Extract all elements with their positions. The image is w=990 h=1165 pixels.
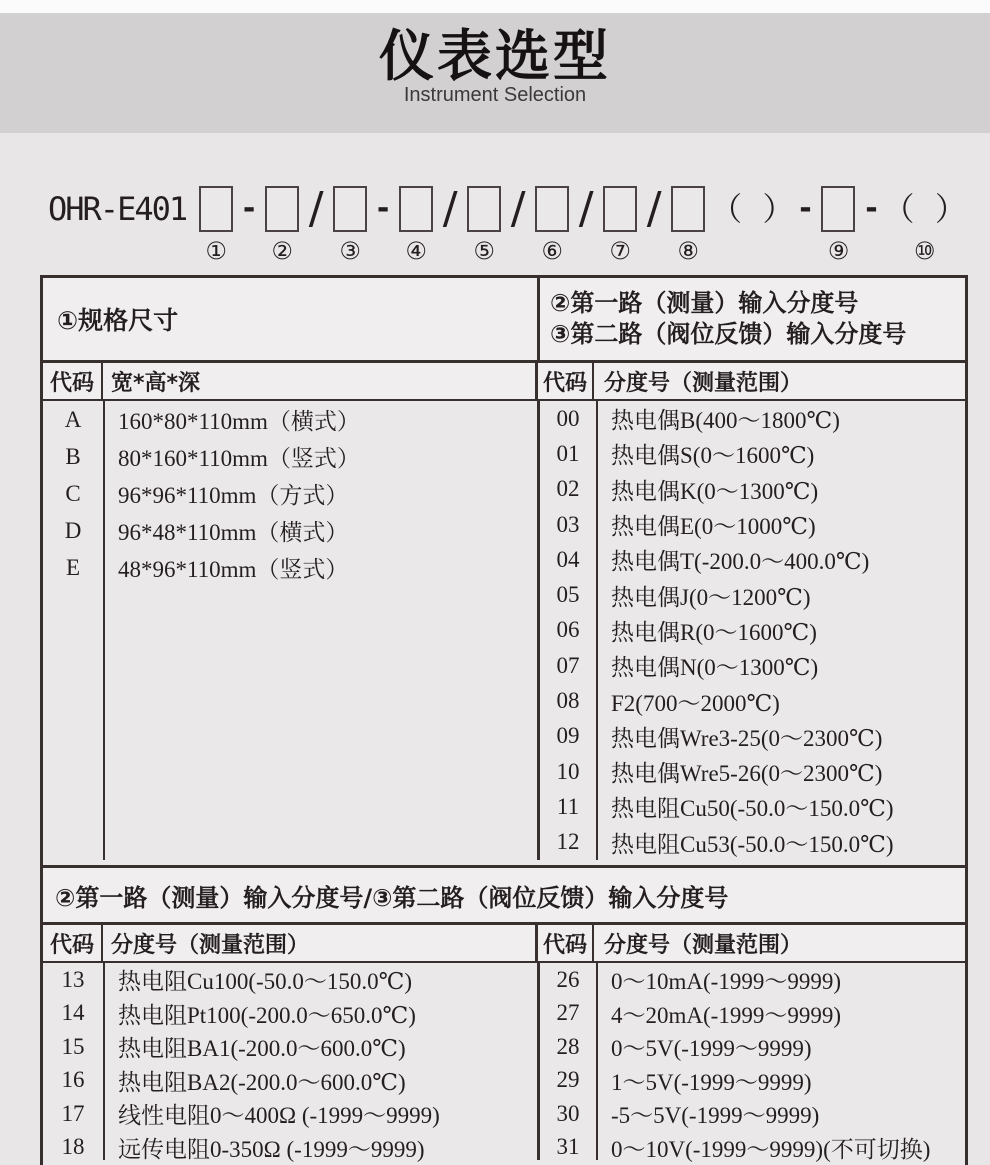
row-value: 热电偶N(0～1300℃) bbox=[611, 655, 819, 681]
table-row bbox=[43, 1131, 537, 1165]
row-code: 15 bbox=[61, 1033, 85, 1059]
model-prefix: OHR-E401 bbox=[48, 190, 187, 228]
table-row bbox=[540, 825, 965, 860]
table1-section-header bbox=[43, 278, 965, 363]
table2-section-header: ②第一路（测量）输入分度号/③第二路（阀位反馈）输入分度号 bbox=[43, 868, 965, 925]
code-separator-dash: - bbox=[242, 191, 256, 226]
code-position bbox=[194, 186, 238, 265]
code-box bbox=[199, 186, 233, 232]
row-code: 06 bbox=[556, 617, 580, 643]
row-code: 02 bbox=[556, 476, 580, 502]
code-position bbox=[666, 186, 710, 265]
column-header-size: 宽*高*深 bbox=[103, 363, 538, 399]
row-code: 05 bbox=[556, 582, 580, 608]
table-row bbox=[43, 475, 537, 512]
column-header-code: 代码 bbox=[538, 363, 594, 399]
row-code: D bbox=[64, 517, 82, 543]
row-value: 1～5V(-1999～9999) bbox=[611, 1069, 812, 1095]
code-position-number: ③ bbox=[339, 237, 361, 265]
row-value: 4～20mA(-1999～9999) bbox=[611, 1002, 841, 1028]
row-code: 28 bbox=[556, 1033, 580, 1059]
table-row bbox=[540, 648, 965, 683]
row-value: 热电偶J(0～1200℃) bbox=[611, 584, 811, 610]
table-row bbox=[540, 997, 965, 1031]
row-code: 04 bbox=[556, 546, 580, 572]
code-separator-dash: - bbox=[376, 191, 390, 226]
table-row bbox=[43, 1097, 537, 1131]
table-row bbox=[43, 997, 537, 1031]
row-code: 31 bbox=[556, 1134, 580, 1160]
row-code: 18 bbox=[61, 1134, 85, 1160]
row-value: 96*96*110mm（方式） bbox=[118, 483, 349, 508]
table-row bbox=[540, 754, 965, 789]
table2-left-rows bbox=[43, 963, 540, 1160]
row-value: 热电阻BA1(-200.0～600.0℃) bbox=[118, 1036, 406, 1062]
row-code: 27 bbox=[556, 1000, 580, 1026]
row-value: -5～5V(-1999～9999) bbox=[611, 1103, 820, 1129]
row-value: 0～10V(-1999～9999)(不可切换) bbox=[611, 1136, 931, 1162]
code-position bbox=[260, 186, 304, 265]
code-position bbox=[462, 186, 506, 265]
row-value: 热电偶K(0～1300℃) bbox=[611, 478, 819, 504]
table1-body bbox=[43, 401, 965, 860]
row-value: 热电偶R(0～1600℃) bbox=[611, 619, 817, 645]
row-value: 0～10mA(-1999～9999) bbox=[611, 969, 841, 995]
table-row bbox=[540, 542, 965, 577]
table-row bbox=[43, 1030, 537, 1064]
size-section-header: ①规格尺寸 bbox=[43, 278, 540, 360]
row-code: 29 bbox=[556, 1067, 580, 1093]
table-row bbox=[43, 438, 537, 475]
row-value: 0～5V(-1999～9999) bbox=[611, 1036, 812, 1062]
table-row bbox=[540, 719, 965, 754]
row-code: 09 bbox=[556, 723, 580, 749]
table-row bbox=[540, 507, 965, 542]
column-header-range: 分度号（测量范围） bbox=[103, 925, 538, 961]
row-code: 13 bbox=[61, 966, 85, 992]
graduation-header-line1: ②第一路（测量）输入分度号 bbox=[550, 289, 859, 317]
row-code: 01 bbox=[556, 440, 580, 466]
table-row bbox=[540, 613, 965, 648]
row-code: 10 bbox=[556, 758, 580, 784]
row-value: 热电偶B(400～1800℃) bbox=[611, 408, 840, 434]
table1-column-header-row bbox=[43, 363, 965, 401]
code-position-number: ⑤ bbox=[473, 237, 495, 265]
model-code-items bbox=[194, 183, 967, 265]
row-code: 00 bbox=[556, 405, 580, 431]
selection-table-2 bbox=[40, 868, 968, 1165]
code-separator-slash: / bbox=[578, 183, 594, 234]
row-code: 08 bbox=[556, 688, 580, 714]
column-divider bbox=[596, 963, 598, 1160]
title-banner bbox=[0, 13, 990, 133]
code-separator-dash: - bbox=[865, 191, 878, 226]
table2-right-rows bbox=[540, 963, 965, 1160]
table-row bbox=[540, 436, 965, 471]
code-box bbox=[399, 186, 433, 232]
code-position-number: ① bbox=[205, 237, 227, 265]
code-position-number: ⑦ bbox=[609, 237, 631, 265]
page-subtitle: Instrument Selection bbox=[403, 84, 587, 106]
code-parentheses: （ ） bbox=[882, 190, 967, 228]
code-box bbox=[535, 186, 569, 232]
row-value: 热电偶E(0～1000℃) bbox=[611, 514, 816, 540]
code-position bbox=[816, 186, 860, 265]
code-position-number: ④ bbox=[405, 237, 427, 265]
table-row bbox=[43, 1064, 537, 1098]
table-row bbox=[43, 512, 537, 549]
code-box bbox=[821, 186, 855, 232]
code-box bbox=[265, 186, 299, 232]
code-position bbox=[882, 186, 966, 265]
row-value: F2(700～2000℃) bbox=[611, 690, 780, 716]
code-separator-slash: / bbox=[646, 183, 662, 234]
table-row bbox=[540, 1097, 965, 1131]
table-row bbox=[540, 472, 965, 507]
code-box bbox=[671, 186, 705, 232]
row-value: 热电偶T(-200.0～400.0℃) bbox=[611, 549, 870, 575]
code-position bbox=[530, 186, 574, 265]
table1-graduation-rows bbox=[540, 401, 965, 860]
code-separator-slash: / bbox=[510, 183, 526, 234]
table-row bbox=[540, 1064, 965, 1098]
column-header-range: 分度号（测量范围） bbox=[604, 370, 803, 396]
table2-column-header-row bbox=[43, 925, 965, 963]
code-parentheses: （ ） bbox=[710, 190, 795, 228]
table-row bbox=[43, 401, 537, 438]
row-value: 热电阻Cu100(-50.0～150.0℃) bbox=[118, 969, 413, 995]
page-top-strip bbox=[0, 0, 990, 13]
column-header-range: 分度号（测量范围） bbox=[604, 932, 803, 958]
row-code: C bbox=[65, 480, 81, 506]
column-divider bbox=[103, 401, 105, 860]
page-title: 仪表选型 bbox=[378, 24, 611, 88]
code-position-number: ⑩ bbox=[913, 237, 936, 265]
row-code: 16 bbox=[61, 1067, 85, 1093]
table-row bbox=[43, 549, 537, 586]
table2-body bbox=[43, 963, 965, 1160]
row-value: 80*160*110mm（竖式） bbox=[118, 446, 360, 471]
table-row bbox=[540, 1131, 965, 1165]
row-value: 热电偶Wre3-25(0～2300℃) bbox=[611, 725, 883, 751]
column-header-code: 代码 bbox=[538, 925, 594, 961]
row-value: 远传电阻0-350Ω (-1999～9999) bbox=[118, 1136, 425, 1162]
row-value: 160*80*110mm（横式） bbox=[118, 409, 360, 434]
row-code: 30 bbox=[556, 1100, 580, 1126]
code-position bbox=[598, 186, 642, 265]
column-divider bbox=[596, 401, 598, 860]
column-divider bbox=[103, 963, 105, 1160]
column-header-code: 代码 bbox=[43, 363, 103, 399]
row-code: 26 bbox=[556, 966, 580, 992]
table-row bbox=[43, 963, 537, 997]
row-code: 11 bbox=[556, 793, 580, 819]
code-position-number: ② bbox=[271, 237, 293, 265]
row-value: 热电阻Cu50(-50.0～150.0℃) bbox=[611, 796, 894, 822]
code-position-number: ⑧ bbox=[677, 237, 699, 265]
code-separator-dash: - bbox=[799, 191, 812, 226]
row-value: 热电偶S(0～1600℃) bbox=[611, 443, 815, 469]
row-value: 线性电阻0～400Ω (-1999～9999) bbox=[118, 1103, 440, 1129]
row-value: 热电阻Cu53(-50.0～150.0℃) bbox=[611, 831, 894, 857]
row-code: 17 bbox=[61, 1100, 85, 1126]
row-value: 热电阻BA2(-200.0～600.0℃) bbox=[118, 1069, 406, 1095]
row-value: 热电偶Wre5-26(0～2300℃) bbox=[611, 761, 883, 787]
code-position bbox=[394, 186, 438, 265]
row-code: 07 bbox=[556, 652, 580, 678]
graduation-header-line2: ③第二路（阀位反馈）输入分度号 bbox=[550, 320, 907, 348]
row-code: 03 bbox=[556, 511, 580, 537]
graduation-section-header bbox=[540, 278, 965, 360]
table-row bbox=[540, 401, 965, 436]
table-row bbox=[540, 963, 965, 997]
row-value: 热电阻Pt100(-200.0～650.0℃) bbox=[118, 1002, 416, 1028]
code-separator-slash: / bbox=[442, 183, 458, 234]
row-code: B bbox=[65, 443, 81, 469]
code-position bbox=[710, 186, 794, 237]
code-position bbox=[328, 186, 372, 265]
code-separator-slash: / bbox=[308, 183, 324, 234]
row-value: 96*48*110mm（横式） bbox=[118, 520, 349, 545]
model-code-line bbox=[48, 183, 967, 265]
code-box bbox=[603, 186, 637, 232]
row-code: 14 bbox=[61, 1000, 85, 1026]
selection-table-1 bbox=[40, 275, 968, 868]
code-position-number: ⑨ bbox=[827, 237, 850, 265]
code-position-number: ⑥ bbox=[541, 237, 563, 265]
row-value: 48*96*110mm（竖式） bbox=[118, 557, 349, 582]
column-header-code: 代码 bbox=[43, 925, 103, 961]
table-row bbox=[540, 577, 965, 612]
table-row bbox=[540, 789, 965, 824]
code-box bbox=[333, 186, 367, 232]
row-code: E bbox=[65, 554, 81, 580]
row-code: A bbox=[64, 406, 82, 432]
table1-size-rows bbox=[43, 401, 540, 860]
table-row bbox=[540, 683, 965, 718]
table-row bbox=[540, 1030, 965, 1064]
code-box bbox=[467, 186, 501, 232]
row-code: 12 bbox=[556, 829, 580, 855]
